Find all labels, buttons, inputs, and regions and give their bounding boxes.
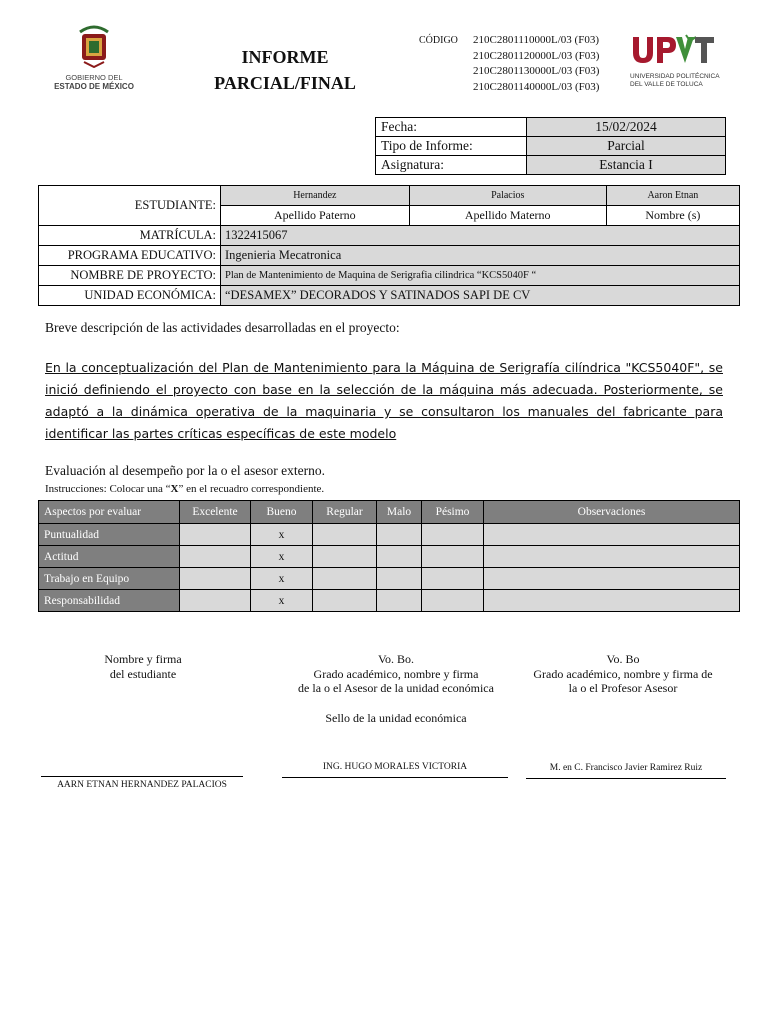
tipo-informe-label: Tipo de Informe: (376, 137, 527, 156)
programa-value: Ingenieria Mecatronica (221, 246, 740, 266)
codigo-item: 210C2801140000L/03 (F03) (473, 80, 600, 93)
description-title: Breve descripción de las actividades desarrolladas en el proyecto: (45, 320, 400, 335)
header-aspectos: Aspectos por evaluar (39, 501, 180, 524)
observation-cell[interactable] (484, 590, 740, 612)
header-observaciones: Observaciones (484, 501, 740, 524)
unidad-value: “DESAMEX” DECORADOS Y SATINADOS SAPI DE CV (221, 286, 740, 306)
fecha-value: 15/02/2024 (527, 118, 726, 137)
table-row (39, 568, 740, 590)
codigo-item: 210C2801130000L/03 (F03) (473, 65, 600, 77)
int-advisor-line3: la o el Profesor Asesor (568, 681, 678, 695)
evaluation-instructions (45, 483, 324, 495)
external-advisor-signature-line (282, 777, 508, 778)
aspect-label: Puntualidad (39, 524, 180, 546)
rating-cell[interactable] (377, 590, 422, 612)
observation-cell[interactable] (484, 524, 740, 546)
rating-cell[interactable]: x (251, 568, 313, 590)
student-name: AARN ETNAN HERNANDEZ PALACIOS (57, 780, 227, 790)
rating-cell[interactable]: x (251, 546, 313, 568)
student-sig-line1: Nombre y firma (104, 652, 182, 666)
rating-cell[interactable] (422, 590, 484, 612)
description-body: En la conceptualización del Plan de Mantenimiento para la Máquina de Serigrafía cilíndrica "KCS5040F", se inició definiendo el proyecto con base en la selección de la máquina más adecuada. Posteriormente, se adaptó a la dinámica operativa de la maquinaria y se consultaron los manuales del fabricante para identificar las partes críticas específicas de este modelo (45, 360, 723, 441)
instructions-prefix: Instrucciones: Colocar una “ (45, 483, 171, 495)
ext-advisor-line1: Vo. Bo. (377, 652, 415, 666)
header-malo: Malo (377, 501, 422, 524)
int-advisor-line2: Grado académico, nombre y firma de (533, 666, 713, 681)
rating-cell[interactable] (313, 590, 377, 612)
observation-cell[interactable] (484, 568, 740, 590)
external-advisor-name: ING. HUGO MORALES VICTORIA (322, 762, 468, 772)
proyecto-label: NOMBRE DE PROYECTO: (39, 266, 221, 286)
edomex-crest-icon (74, 24, 114, 68)
rating-cell[interactable] (313, 524, 377, 546)
student-signature-caption (70, 652, 216, 681)
apellido-paterno-label: Apellido Paterno (221, 206, 410, 226)
codigo-label: CÓDIGO (419, 35, 458, 46)
codigo-list (473, 33, 599, 95)
asignatura-label: Asignatura: (376, 156, 527, 175)
matricula-value: 1322415067 (221, 226, 740, 246)
evaluation-header-row (39, 501, 740, 524)
table-row (39, 590, 740, 612)
company-seal-caption: Sello de la unidad económica (325, 711, 467, 725)
unidad-label: UNIDAD ECONÓMICA: (39, 286, 221, 306)
rating-cell[interactable] (313, 568, 377, 590)
rating-cell[interactable] (377, 524, 422, 546)
report-info-table (375, 117, 726, 175)
rating-cell[interactable] (377, 568, 422, 590)
student-sig-line2: del estudiante (109, 666, 177, 681)
ext-advisor-line3: de la o el Asesor de la unidad económica (298, 681, 494, 695)
internal-advisor-signature-line (526, 778, 726, 779)
apellido-materno-label: Apellido Materno (409, 206, 606, 226)
rating-cell[interactable] (180, 590, 251, 612)
proyecto-value: Plan de Mantenimiento de Maquina de Serigrafia cilindrica “KCS5040F “ (221, 266, 740, 286)
instructions-mark: X (170, 483, 179, 495)
apellido-materno-value: Palacios (409, 186, 606, 206)
table-row (39, 546, 740, 568)
int-advisor-line1: Vo. Bo (606, 652, 640, 666)
fecha-label: Fecha: (376, 118, 527, 137)
header-bueno: Bueno (251, 501, 313, 524)
codigo-item: 210C2801120000L/03 (F03) (473, 49, 600, 62)
title-line1: INFORME (241, 47, 329, 67)
title-line2: PARCIAL/FINAL (214, 73, 356, 93)
header-regular: Regular (313, 501, 377, 524)
programa-label: PROGRAMA EDUCATIVO: (39, 246, 221, 266)
evaluation-table (38, 500, 740, 612)
instructions-suffix: ” en el recuadro correspondiente. (178, 483, 325, 495)
rating-cell[interactable] (313, 546, 377, 568)
codigo-item: 210C2801110000L/03 (F03) (473, 34, 599, 46)
ext-advisor-line2: Grado académico, nombre y firma (313, 666, 479, 681)
internal-advisor-name: M. en C. Francisco Javier Ramirez Ruiz (549, 763, 703, 773)
rating-cell[interactable] (180, 568, 251, 590)
rating-cell[interactable] (422, 568, 484, 590)
header-excelente: Excelente (180, 501, 251, 524)
matricula-label: MATRÍCULA: (39, 226, 221, 246)
aspect-label: Actitud (39, 546, 180, 568)
rating-cell[interactable] (377, 546, 422, 568)
aspect-label: Responsabilidad (39, 590, 180, 612)
tipo-informe-value: Parcial (527, 137, 726, 156)
upvt-caption-line1: UNIVERSIDAD POLITÉCNICA (630, 73, 720, 80)
rating-cell[interactable]: x (251, 590, 313, 612)
estudiante-label: ESTUDIANTE: (39, 186, 221, 226)
upvt-caption-line2: DEL VALLE DE TOLUCA (630, 80, 703, 88)
observation-cell[interactable] (484, 546, 740, 568)
evaluation-title: Evaluación al desempeño por la o el asesor externo. (45, 463, 326, 478)
upvt-logo (630, 33, 720, 93)
upvt-wordmark-icon (630, 33, 716, 67)
rating-cell[interactable]: x (251, 524, 313, 546)
external-advisor-caption (276, 652, 516, 696)
internal-advisor-caption (520, 652, 726, 696)
nombres-label: Nombre (s) (606, 206, 739, 226)
table-row (39, 524, 740, 546)
document-title (196, 44, 374, 96)
edomex-caption-line2: ESTADO DE MÉXICO (54, 82, 134, 91)
edomex-logo (52, 24, 136, 94)
rating-cell[interactable] (422, 524, 484, 546)
aspect-label: Trabajo en Equipo (39, 568, 180, 590)
rating-cell[interactable] (180, 524, 251, 546)
student-signature-line (41, 776, 243, 777)
nombres-value: Aaron Etnan (606, 186, 739, 206)
rating-cell[interactable] (422, 546, 484, 568)
header-pesimo: Pésimo (422, 501, 484, 524)
apellido-paterno-value: Hernandez (221, 186, 410, 206)
student-info-table (38, 185, 740, 306)
edomex-caption-line1: GOBIERNO DEL (65, 73, 123, 82)
asignatura-value: Estancia I (527, 156, 726, 175)
rating-cell[interactable] (180, 546, 251, 568)
